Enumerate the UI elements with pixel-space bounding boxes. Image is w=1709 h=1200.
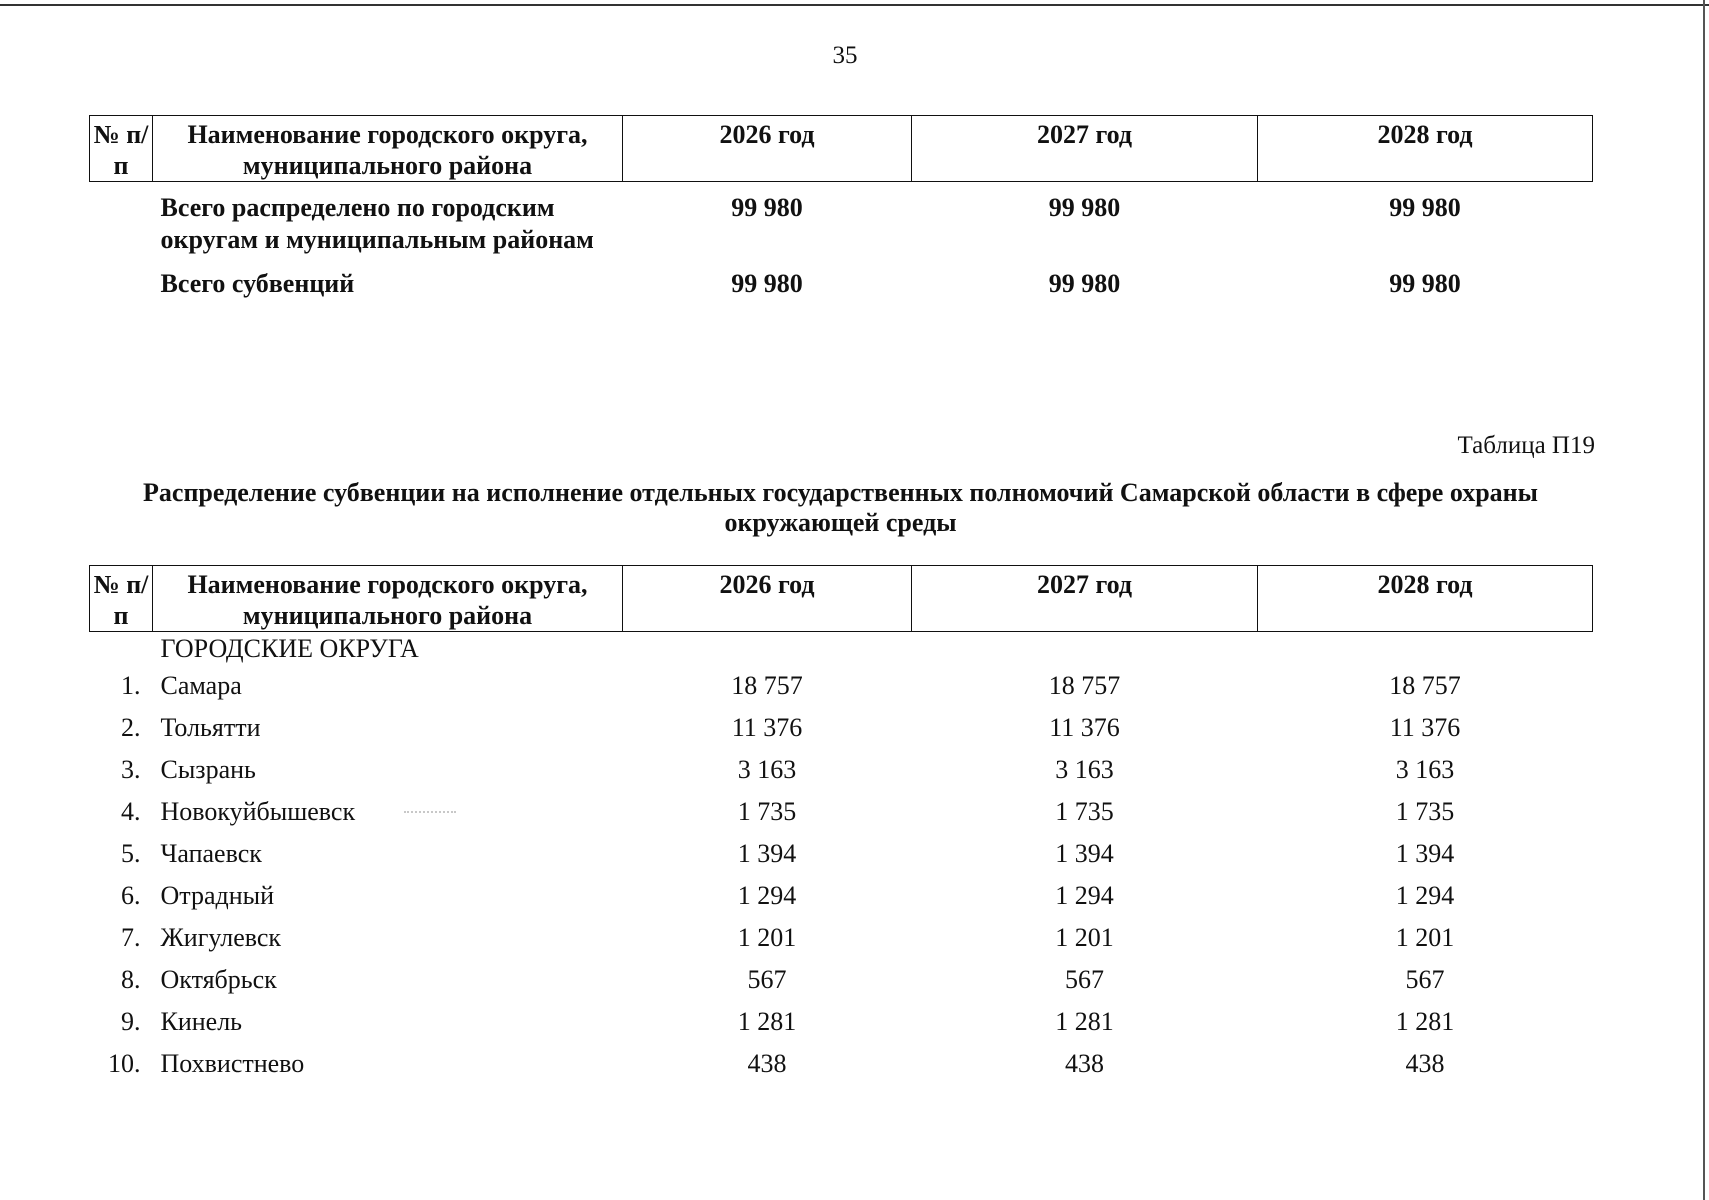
row-number: 3.: [121, 755, 141, 784]
group-row-city-districts: [90, 632, 1593, 667]
district-name: Тольятти: [160, 713, 261, 742]
row-number-cell: [90, 182, 153, 269]
row-number: 6.: [121, 881, 141, 910]
header-number-column: № п/п: [90, 116, 153, 182]
row-number: 5.: [121, 839, 141, 868]
header-name-column: Наименование городского округа, муниципального района: [153, 566, 623, 632]
value-2027: 99 980: [1048, 193, 1121, 222]
value-2027: 3 163: [1055, 755, 1114, 784]
header-year-2028: 2028 год: [1258, 116, 1593, 182]
district-name: Самара: [160, 671, 242, 700]
row-number: 9.: [121, 1007, 141, 1036]
row-label: Всего распределено по городским округам и муниципальным районам: [160, 193, 594, 254]
table-row-total-subventions: [90, 268, 1593, 300]
group-label: ГОРОДСКИЕ ОКРУГА: [160, 634, 419, 663]
table-row: [90, 876, 1593, 918]
table-row: [90, 918, 1593, 960]
page-number: 35: [832, 42, 858, 69]
value-2027: 11 376: [1049, 713, 1120, 742]
table-row: [90, 792, 1593, 834]
district-name: Сызрань: [160, 755, 256, 784]
value-2028: 1 281: [1395, 1007, 1455, 1036]
header-year-2027: 2027 год: [912, 566, 1258, 632]
table-row: [90, 1044, 1593, 1086]
value-2026: 567: [747, 965, 787, 994]
table-title: Распределение субвенции на исполнение отдельных государственных полномочий Самарской области в сфере охраны окружающей среды: [143, 478, 1538, 537]
value-2027: 99 980: [1048, 269, 1121, 298]
header-name-column: Наименование городского округа, муниципального района: [153, 116, 623, 182]
row-number: 2.: [121, 713, 141, 742]
value-2026: 99 980: [731, 193, 803, 222]
row-number: 8.: [121, 965, 141, 994]
district-name: Кинель: [160, 1007, 243, 1036]
row-number: 4.: [121, 797, 141, 826]
table-row-total-distributed: [90, 182, 1593, 269]
row-number: 1.: [121, 671, 141, 700]
district-name: Похвистнево: [160, 1049, 305, 1078]
scan-speck: [404, 811, 456, 815]
value-2028: 1 735: [1395, 797, 1455, 826]
table-row: [90, 708, 1593, 750]
value-2028: 99 980: [1389, 193, 1461, 222]
value-2028: 99 980: [1389, 269, 1461, 298]
value-2028: 1 394: [1395, 839, 1455, 868]
value-2027: 567: [1065, 965, 1104, 994]
header-number-column: № п/п: [90, 566, 153, 632]
value-2027: 18 757: [1048, 671, 1121, 700]
table-row: [90, 666, 1593, 708]
value-2026: 11 376: [731, 713, 803, 742]
district-name: Октябрьск: [160, 965, 277, 994]
value-2027: 1 294: [1055, 881, 1114, 910]
header-year-2027: 2027 год: [912, 116, 1258, 182]
value-2028: 567: [1405, 965, 1445, 994]
value-2026: 1 294: [737, 881, 797, 910]
value-2027: 1 394: [1055, 839, 1114, 868]
table-row: [90, 1002, 1593, 1044]
value-2026: 1 735: [737, 797, 797, 826]
value-2026: 18 757: [731, 671, 803, 700]
row-number-cell: [90, 268, 153, 300]
totals-table: [89, 115, 1593, 300]
distribution-table-header: [90, 566, 1593, 632]
district-name: Отрадный: [160, 881, 275, 910]
row-number-cell: [90, 632, 153, 667]
header-year-2028: 2028 год: [1258, 566, 1593, 632]
row-number: 7.: [121, 923, 141, 952]
value-2027: 438: [1065, 1049, 1104, 1078]
district-name: Жигулевск: [160, 923, 282, 952]
row-label: Всего субвенций: [160, 269, 355, 298]
value-2028: 18 757: [1389, 671, 1461, 700]
table-row: [90, 834, 1593, 876]
value-2028: 11 376: [1389, 713, 1461, 742]
header-year-2026: 2026 год: [623, 566, 912, 632]
value-2027: 1 281: [1055, 1007, 1114, 1036]
table-row: [90, 960, 1593, 1002]
value-2028: 1 201: [1395, 923, 1455, 952]
value-2026: 1 394: [737, 839, 797, 868]
district-name: Новокуйбышевск: [160, 797, 356, 826]
scan-top-border: [0, 4, 1709, 6]
value-2028: 1 294: [1395, 881, 1455, 910]
district-name: Чапаевск: [160, 839, 262, 868]
distribution-table: [89, 565, 1593, 1086]
totals-table-header: [90, 116, 1593, 182]
value-2028: 438: [1405, 1049, 1445, 1078]
scan-right-border: [1703, 0, 1705, 1200]
value-2027: 1 201: [1055, 923, 1114, 952]
value-2026: 438: [747, 1049, 787, 1078]
table-caption: Таблица П19: [1457, 432, 1595, 459]
value-2026: 99 980: [731, 269, 803, 298]
value-2026: 1 281: [737, 1007, 797, 1036]
value-2027: 1 735: [1055, 797, 1114, 826]
row-number: 10.: [108, 1049, 141, 1078]
value-2026: 1 201: [737, 923, 797, 952]
value-2028: 3 163: [1395, 755, 1455, 784]
value-2026: 3 163: [737, 755, 797, 784]
header-year-2026: 2026 год: [623, 116, 912, 182]
table-row: [90, 750, 1593, 792]
